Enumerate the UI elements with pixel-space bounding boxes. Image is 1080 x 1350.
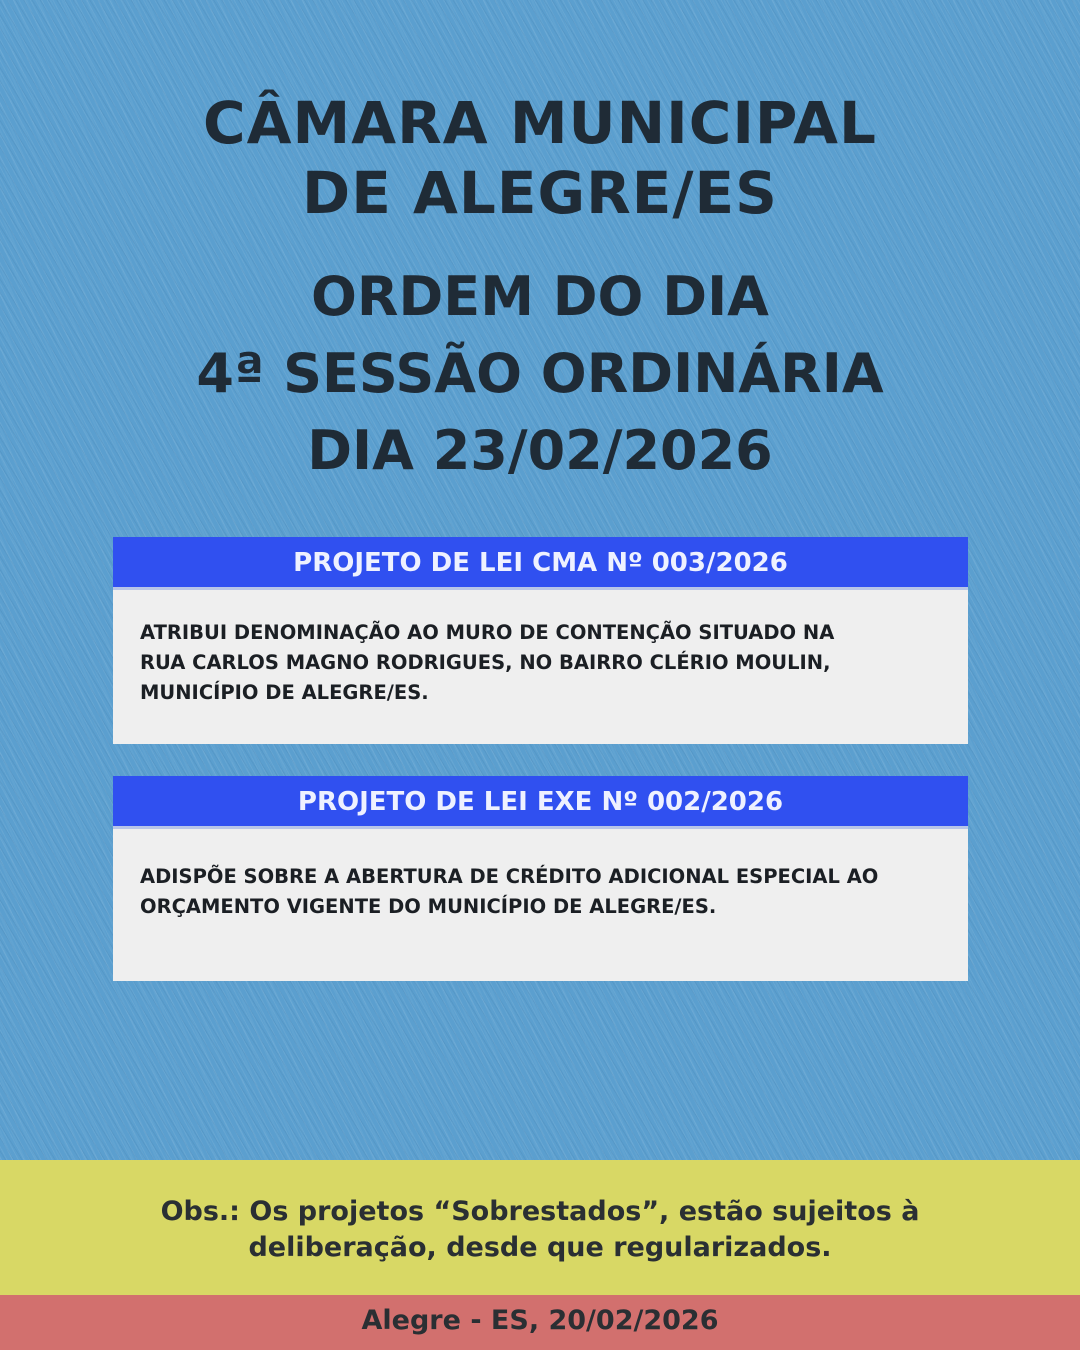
observation-line-2: deliberação, desde que regularizados. bbox=[248, 1232, 832, 1263]
page-title bbox=[0, 88, 1080, 228]
description-line: ADISPÕE SOBRE A ABERTURA DE CRÉDITO ADICIONAL ESPECIAL AO bbox=[140, 865, 879, 888]
title-line-2: DE ALEGRE/ES bbox=[302, 159, 778, 227]
observation-line-1: Obs.: Os projetos “Sobrestados”, estão sujeitos à bbox=[160, 1196, 920, 1227]
project-title: PROJETO DE LEI EXE Nº 002/2026 bbox=[113, 776, 968, 829]
description-line: MUNICÍPIO DE ALEGRE/ES. bbox=[140, 681, 429, 704]
project-card-2 bbox=[113, 776, 968, 981]
place-and-date: Alegre - ES, 20/02/2026 bbox=[361, 1305, 719, 1336]
session-heading bbox=[0, 258, 1080, 489]
project-description bbox=[113, 590, 968, 744]
description-line: ATRIBUI DENOMINAÇÃO AO MURO DE CONTENÇÃO SITUADO NA bbox=[140, 621, 835, 644]
subtitle-line-3: DIA 23/02/2026 bbox=[307, 419, 773, 482]
observation-note bbox=[0, 1194, 1080, 1266]
subtitle-line-1: ORDEM DO DIA bbox=[311, 265, 769, 328]
title-line-1: CÂMARA MUNICIPAL bbox=[203, 89, 877, 157]
project-description bbox=[113, 829, 968, 981]
subtitle-line-2: 4ª SESSÃO ORDINÁRIA bbox=[196, 342, 884, 405]
description-line: ORÇAMENTO VIGENTE DO MUNICÍPIO DE ALEGRE/ES. bbox=[140, 895, 717, 918]
project-title: PROJETO DE LEI CMA Nº 003/2026 bbox=[113, 537, 968, 590]
description-line: RUA CARLOS MAGNO RODRIGUES, NO BAIRRO CLÉRIO MOULIN, bbox=[140, 651, 831, 674]
project-card-1 bbox=[113, 537, 968, 744]
